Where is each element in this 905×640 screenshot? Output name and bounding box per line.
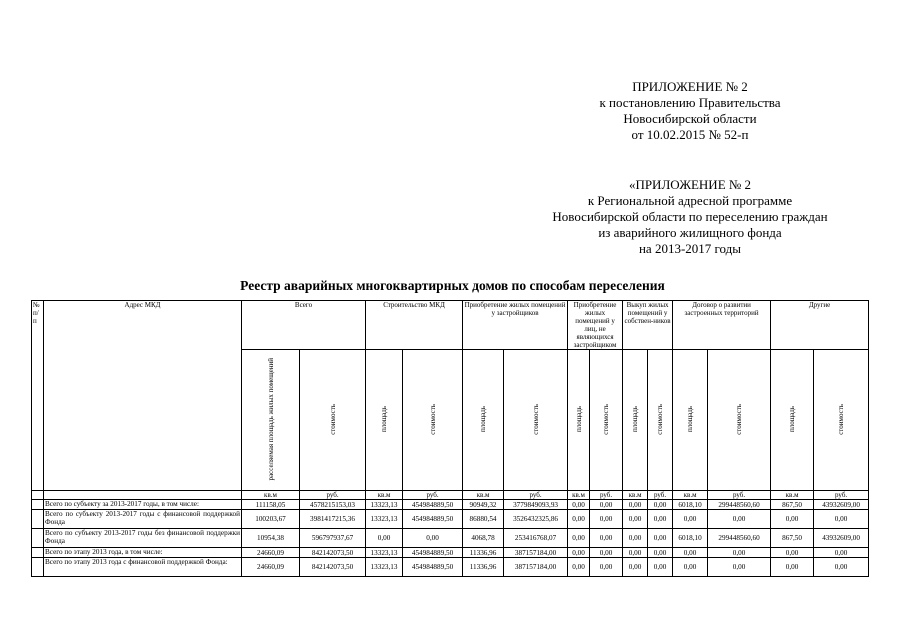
value-cell: 0,00	[590, 510, 623, 529]
value-cell: 111158,05	[242, 500, 300, 510]
table-header-row	[32, 301, 869, 350]
subheader-cost: стоимость	[590, 350, 623, 491]
value-cell: 0,00	[590, 500, 623, 510]
row-label: Всего по этапу 2013 года, в том числе:	[44, 548, 242, 558]
unit-cell: руб.	[504, 491, 568, 500]
header-line: Новосибирской области	[623, 111, 757, 126]
value-cell: 24660,09	[242, 548, 300, 558]
subheader-area: площадь	[366, 350, 403, 491]
subheader-cost: стоимость	[403, 350, 463, 491]
value-cell: 454984889,50	[403, 510, 463, 529]
subheader-cost: стоимость	[708, 350, 771, 491]
value-cell: 0,00	[623, 510, 648, 529]
value-cell: 0,00	[568, 548, 590, 558]
value-cell: 3779849093,93	[504, 500, 568, 510]
value-cell: 13323,13	[366, 510, 403, 529]
value-cell: 0,00	[771, 558, 814, 577]
value-cell: 0,00	[814, 510, 869, 529]
value-cell: 0,00	[708, 548, 771, 558]
value-cell: 299448560,60	[708, 529, 771, 548]
header-construction: Строительство МКД	[366, 301, 463, 350]
value-cell: 6018,10	[673, 529, 708, 548]
value-cell: 454984889,50	[403, 548, 463, 558]
value-cell: 0,00	[403, 529, 463, 548]
value-cell: 0,00	[673, 558, 708, 577]
table-row	[32, 529, 869, 548]
unit-cell: кв.м	[568, 491, 590, 500]
unit-cell: руб.	[708, 491, 771, 500]
header-line: ПРИЛОЖЕНИЕ № 2	[632, 79, 748, 94]
header-line: «ПРИЛОЖЕНИЕ № 2	[628, 177, 752, 192]
value-cell: 13323,13	[366, 548, 403, 558]
header-line: на 2013-2017 годы	[638, 241, 742, 256]
row-label: Всего по этапу 2013 года с финансовой поддержкой Фонда:	[44, 558, 242, 577]
value-cell: 0,00	[590, 548, 623, 558]
header-line: из аварийного жилищного фонда	[598, 225, 782, 240]
unit-cell: руб.	[814, 491, 869, 500]
value-cell: 43932609,00	[814, 529, 869, 548]
value-cell: 0,00	[648, 558, 673, 577]
subheader-area: площадь	[771, 350, 814, 491]
value-cell: 0,00	[673, 510, 708, 529]
value-cell: 0,00	[568, 500, 590, 510]
value-cell: 387157184,00	[504, 548, 568, 558]
document-title: Реестр аварийных многоквартирных домов по способам переселения	[240, 278, 665, 293]
value-cell: 299448560,60	[708, 500, 771, 510]
unit-cell: руб.	[403, 491, 463, 500]
value-cell: 4068,78	[463, 529, 504, 548]
units-row	[32, 491, 869, 500]
row-number	[32, 548, 44, 558]
unit-cell: кв.м	[623, 491, 648, 500]
value-cell: 454984889,50	[403, 500, 463, 510]
header-number: № п/п	[32, 301, 44, 491]
table-row	[32, 500, 869, 510]
table-row	[32, 510, 869, 529]
value-cell: 0,00	[366, 529, 403, 548]
value-cell: 6018,10	[673, 500, 708, 510]
header-development-contract: Договор о развитии застроенных территорий	[673, 301, 771, 350]
value-cell: 0,00	[590, 529, 623, 548]
unit-cell: руб.	[300, 491, 366, 500]
unit-cell: руб.	[590, 491, 623, 500]
subheader-cost: стоимость	[504, 350, 568, 491]
subheader-cost: стоимость	[300, 350, 366, 491]
value-cell: 0,00	[771, 510, 814, 529]
header-total: Всего	[242, 301, 366, 350]
unit-cell: кв.м	[771, 491, 814, 500]
value-cell: 867,50	[771, 500, 814, 510]
value-cell: 842142073,50	[300, 558, 366, 577]
value-cell: 0,00	[648, 548, 673, 558]
value-cell: 0,00	[648, 510, 673, 529]
value-cell: 3981417215,36	[300, 510, 366, 529]
row-number	[32, 510, 44, 529]
value-cell: 43932609,00	[814, 500, 869, 510]
header-purchase-developers: Приобретение жилых помещений у застройщиков	[463, 301, 568, 350]
value-cell: 0,00	[814, 558, 869, 577]
row-label: Всего по субъекту за 2013-2017 годы, в том числе:	[44, 500, 242, 510]
header-address: Адрес МКД	[44, 301, 242, 491]
value-cell: 387157184,00	[504, 558, 568, 577]
value-cell: 0,00	[623, 529, 648, 548]
header-line: к Региональной адресной программе	[587, 193, 793, 208]
value-cell: 86880,54	[463, 510, 504, 529]
header-purchase-non-developers: Приобретение жилых помещений у лиц, не являющихся застройщиком	[568, 301, 623, 350]
value-cell: 0,00	[623, 500, 648, 510]
value-cell: 11336,96	[463, 558, 504, 577]
subheader-area: площадь	[568, 350, 590, 491]
subheader-area-long: расселяемая площадь жилых помещений	[242, 350, 300, 491]
value-cell: 0,00	[623, 558, 648, 577]
value-cell: 0,00	[771, 548, 814, 558]
table-row	[32, 548, 869, 558]
unit-cell: кв.м	[242, 491, 300, 500]
value-cell: 0,00	[648, 529, 673, 548]
header-line: к постановлению Правительства	[599, 95, 781, 110]
unit-cell: кв.м	[366, 491, 403, 500]
value-cell: 0,00	[814, 548, 869, 558]
value-cell: 0,00	[568, 510, 590, 529]
value-cell: 842142073,50	[300, 548, 366, 558]
value-cell: 0,00	[568, 529, 590, 548]
value-cell: 596797937,67	[300, 529, 366, 548]
value-cell: 0,00	[623, 548, 648, 558]
value-cell: 24660,09	[242, 558, 300, 577]
value-cell: 90949,32	[463, 500, 504, 510]
unit-cell: кв.м	[673, 491, 708, 500]
header-line: от 10.02.2015 № 52-п	[631, 127, 749, 142]
row-number	[32, 558, 44, 577]
resolution-header	[500, 79, 880, 143]
registry-table	[31, 300, 869, 577]
header-other: Другие	[771, 301, 869, 350]
program-header	[500, 177, 880, 257]
row-number	[32, 529, 44, 548]
value-cell: 0,00	[673, 548, 708, 558]
value-cell: 4578215153,03	[300, 500, 366, 510]
value-cell: 13323,13	[366, 558, 403, 577]
table-row	[32, 558, 869, 577]
subheader-cost: стоимость	[814, 350, 869, 491]
value-cell: 10954,38	[242, 529, 300, 548]
subheader-cost: стоимость	[648, 350, 673, 491]
value-cell: 0,00	[590, 558, 623, 577]
subheader-area: площадь	[463, 350, 504, 491]
header-buyout: Выкуп жилых помещений у собствен-ников	[623, 301, 673, 350]
subheader-area: площадь	[623, 350, 648, 491]
value-cell: 0,00	[568, 558, 590, 577]
table-body	[32, 500, 869, 577]
unit-cell: руб.	[648, 491, 673, 500]
value-cell: 0,00	[708, 510, 771, 529]
value-cell: 100203,67	[242, 510, 300, 529]
row-label: Всего по субъекту 2013-2017 годы без финансовой поддержки Фонда	[44, 529, 242, 548]
value-cell: 867,50	[771, 529, 814, 548]
row-label: Всего по субъекту 2013-2017 годы с финансовой поддержкой Фонда	[44, 510, 242, 529]
value-cell: 454984889,50	[403, 558, 463, 577]
unit-cell: кв.м	[463, 491, 504, 500]
header-line: Новосибирской области по переселению граждан	[552, 209, 828, 224]
value-cell: 0,00	[708, 558, 771, 577]
value-cell: 11336,96	[463, 548, 504, 558]
row-number	[32, 500, 44, 510]
value-cell: 0,00	[648, 500, 673, 510]
subheader-area: площадь	[673, 350, 708, 491]
value-cell: 253416768,07	[504, 529, 568, 548]
value-cell: 13323,13	[366, 500, 403, 510]
value-cell: 3526432325,86	[504, 510, 568, 529]
